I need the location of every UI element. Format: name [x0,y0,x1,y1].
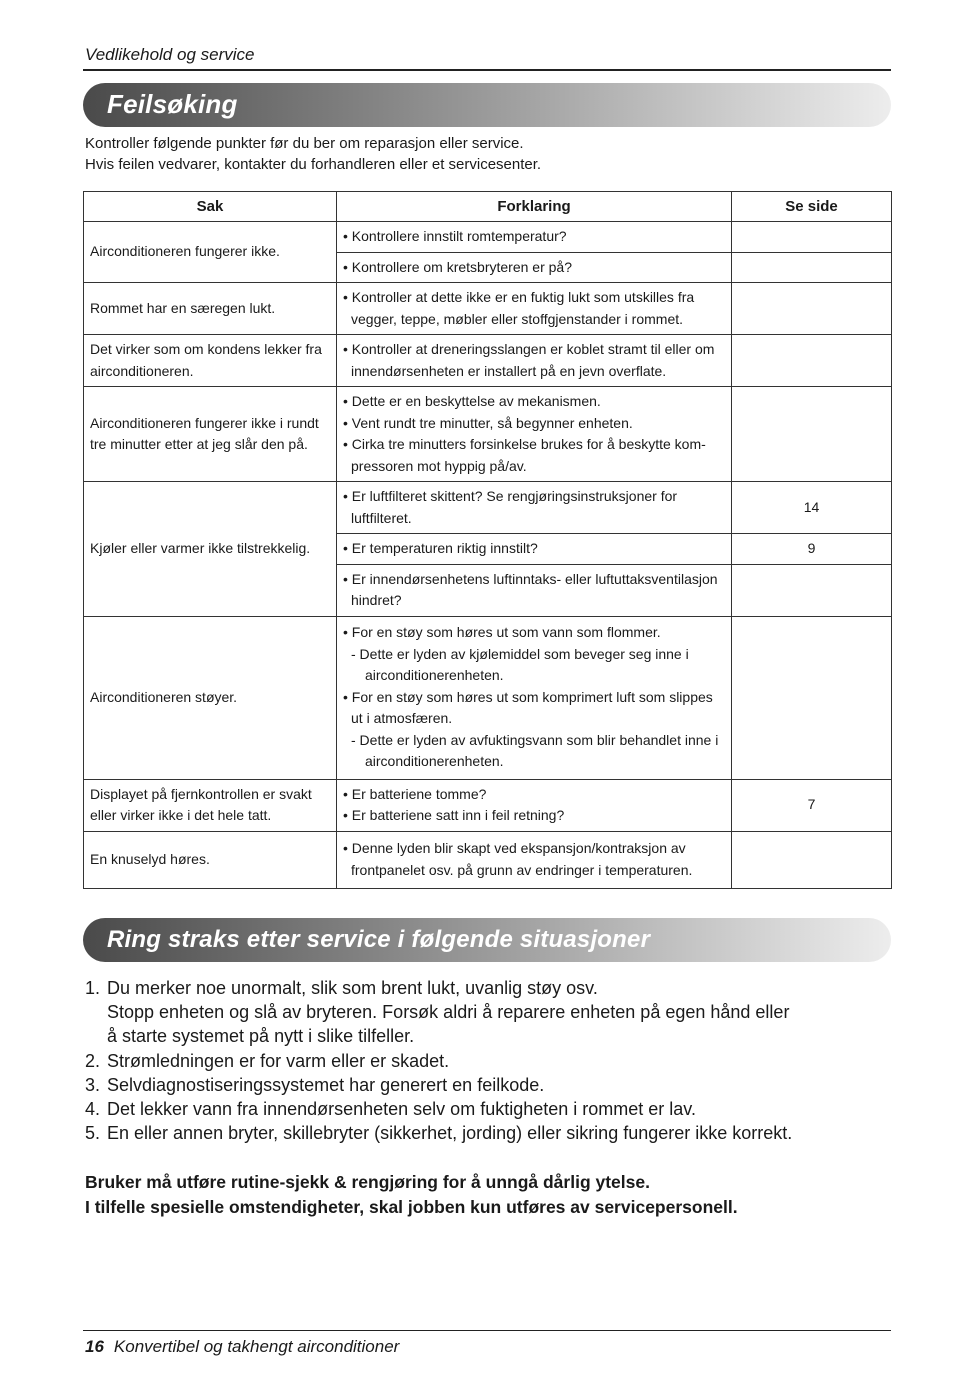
explain-line: airconditionerenheten. [365,753,504,770]
cell-forklaring: • Kontrollere om kretsbryteren er på? [337,252,732,283]
cell-page [732,252,892,283]
explain-line: pressoren mot hyppig på/av. [351,457,527,474]
explain-line: vegger, teppe, møbler eller stoffgjenstander i rommet. [351,310,684,327]
item-number: 1. [85,978,101,998]
sak-line: Det virker som om kondens lekker fra [90,341,322,357]
cell-forklaring [337,616,732,779]
page-footer [85,1337,399,1357]
cell-sak [84,779,337,831]
service-banner [83,918,891,962]
explain-line: • Kontroller at dreneringsslangen er koblet stramt til eller om [343,341,715,357]
list-item [85,1073,792,1097]
explain-line: • Kontroller at dette ikke er en fuktig lukt som utskilles fra [343,289,695,305]
cell-forklaring [337,831,732,888]
cell-page: 14 [732,482,892,534]
explain-line: frontpanelet osv. på grunn av endringer i temperaturen. [351,861,693,878]
sak-line: Airconditioneren fungerer ikke i rundt [90,414,319,431]
item-number: 3. [85,1074,101,1095]
cell-sak [84,335,337,387]
sak-line: tre minutter etter at jeg slår den på. [90,436,308,452]
cell-sak: Airconditioneren fungerer ikke. [84,222,337,283]
sak-line: Displayet på fjernkontrollen er svakt [90,785,312,802]
cell-page [732,616,892,779]
item-number: 5. [85,1123,101,1144]
cell-sak: Airconditioneren støyer. [84,616,337,779]
troubleshooting-title: Feilsøking [107,89,238,119]
cell-page [732,283,892,335]
cell-sak: Rommet har en særegen lukt. [84,283,337,335]
list-item [85,1097,792,1121]
item-line: Du merker noe unormalt, slik som brent lukt, uvanlig støy osv. [107,978,598,998]
footer-title: Konvertibel og takhengt airconditioner [113,1337,400,1356]
item-line: Selvdiagnostiseringssystemet har generert en feilkode. [107,1074,545,1095]
item-line: Stopp enheten og slå av bryteren. Forsøk aldri å reparere enheten på egen hånd eller [107,1002,790,1023]
explain-line: • Er batteriene satt inn i feil retning? [343,807,565,823]
item-line: å starte systemet på nytt i slike tilfeller. [107,1026,415,1047]
list-item [85,1121,792,1145]
explain-line: • Er batteriene tomme? [343,785,487,802]
closing-line: Bruker må utføre rutine-sjekk & rengjøring for å unngå dårlig ytelse. [85,1172,650,1192]
closing-note [85,1170,738,1220]
list-item [85,1049,792,1073]
page-number: 16 [85,1337,104,1356]
cell-sak [84,387,337,482]
intro-line: Hvis feilen vedvarer, kontakter du forhandleren eller et servicesenter. [85,156,542,173]
closing-line: I tilfelle spesielle omstendigheter, skal jobben kun utføres av servicepersonell. [85,1197,738,1217]
cell-forklaring [337,482,732,534]
table-row [84,616,892,779]
cell-forklaring [337,335,732,387]
explain-line: • Vent rundt tre minutter, så begynner enheten. [343,414,633,431]
cell-page [732,222,892,253]
cell-page: 9 [732,534,892,565]
troubleshooting-banner [83,83,891,127]
table-row [84,482,892,534]
table-row [84,335,892,387]
intro-line: Kontroller følgende punkter før du ber om reparasjon eller service. [85,135,524,152]
sak-line: eller virker ikke i det hele tatt. [90,807,272,823]
explain-line: • Denne lyden blir skapt ved ekspansjon/kontraksjon av [343,840,686,856]
explain-line: innendørsenheten er installert på en jevn overflate. [351,362,667,379]
explain-line: • Cirka tre minutters forsinkelse brukes for å beskytte kom- [343,436,706,452]
cell-page [732,335,892,387]
cell-forklaring [337,779,732,831]
section-header: Vedlikehold og service [85,45,255,64]
explain-line: - Dette er lyden av avfuktingsvann som blir behandlet inne i [351,731,719,748]
footer-divider [83,1330,891,1331]
explain-line: luftfilteret. [351,509,412,526]
table-row [84,779,892,831]
cell-forklaring: • Er temperaturen riktig innstilt? [337,534,732,565]
cell-forklaring [337,283,732,335]
explain-line: • For en støy som høres ut som vann som flommer. [343,624,661,641]
item-number: 2. [85,1050,101,1071]
cell-page [732,831,892,888]
explain-line: • Dette er en beskyttelse av mekanismen. [343,393,601,409]
cell-forklaring: • Kontrollere innstilt romtemperatur? [337,222,732,253]
cell-sak: En knuselyd høres. [84,831,337,888]
header-divider [83,69,891,71]
service-title: Ring straks etter service i følgende situasjoner [107,926,651,953]
cell-forklaring [337,387,732,482]
header-se-side: Se side [732,192,892,222]
header-sak: Sak [84,192,337,222]
explain-line: hindret? [351,592,402,608]
list-item [85,976,792,1049]
table-header-row [84,192,892,222]
table-row [84,283,892,335]
intro-text [85,133,541,175]
cell-page: 7 [732,779,892,831]
table-row [84,222,892,253]
cell-page [732,564,892,616]
explain-line: • Er innendørsenhetens luftinntaks- eller luftuttaksventilasjon [343,570,718,587]
header-forklaring: Forklaring [337,192,732,222]
troubleshooting-table [83,191,892,889]
explain-line: - Dette er lyden av kjølemiddel som beveger seg inne i [351,645,689,662]
explain-line: ut i atmosfæren. [351,710,453,727]
item-line: Det lekker vann fra innendørsenheten selv om fuktigheten i rommet er lav. [107,1099,696,1120]
explain-line: airconditionerenheten. [365,667,504,684]
cell-page [732,387,892,482]
item-line: En eller annen bryter, skillebryter (sikkerhet, jording) eller sikring fungerer ikke korrekt. [107,1123,793,1144]
sak-line: airconditioneren. [90,362,194,379]
cell-forklaring [337,564,732,616]
explain-line: • Er luftfilteret skittent? Se rengjøringsinstruksjoner for [343,488,678,504]
cell-sak: Kjøler eller varmer ikke tilstrekkelig. [84,482,337,617]
table-row [84,831,892,888]
item-number: 4. [85,1099,101,1120]
explain-line: • For en støy som høres ut som komprimert luft som slippes [343,688,713,705]
service-list [85,976,792,1145]
item-line: Strømledningen er for varm eller er skadet. [107,1050,450,1071]
table-row [84,387,892,482]
